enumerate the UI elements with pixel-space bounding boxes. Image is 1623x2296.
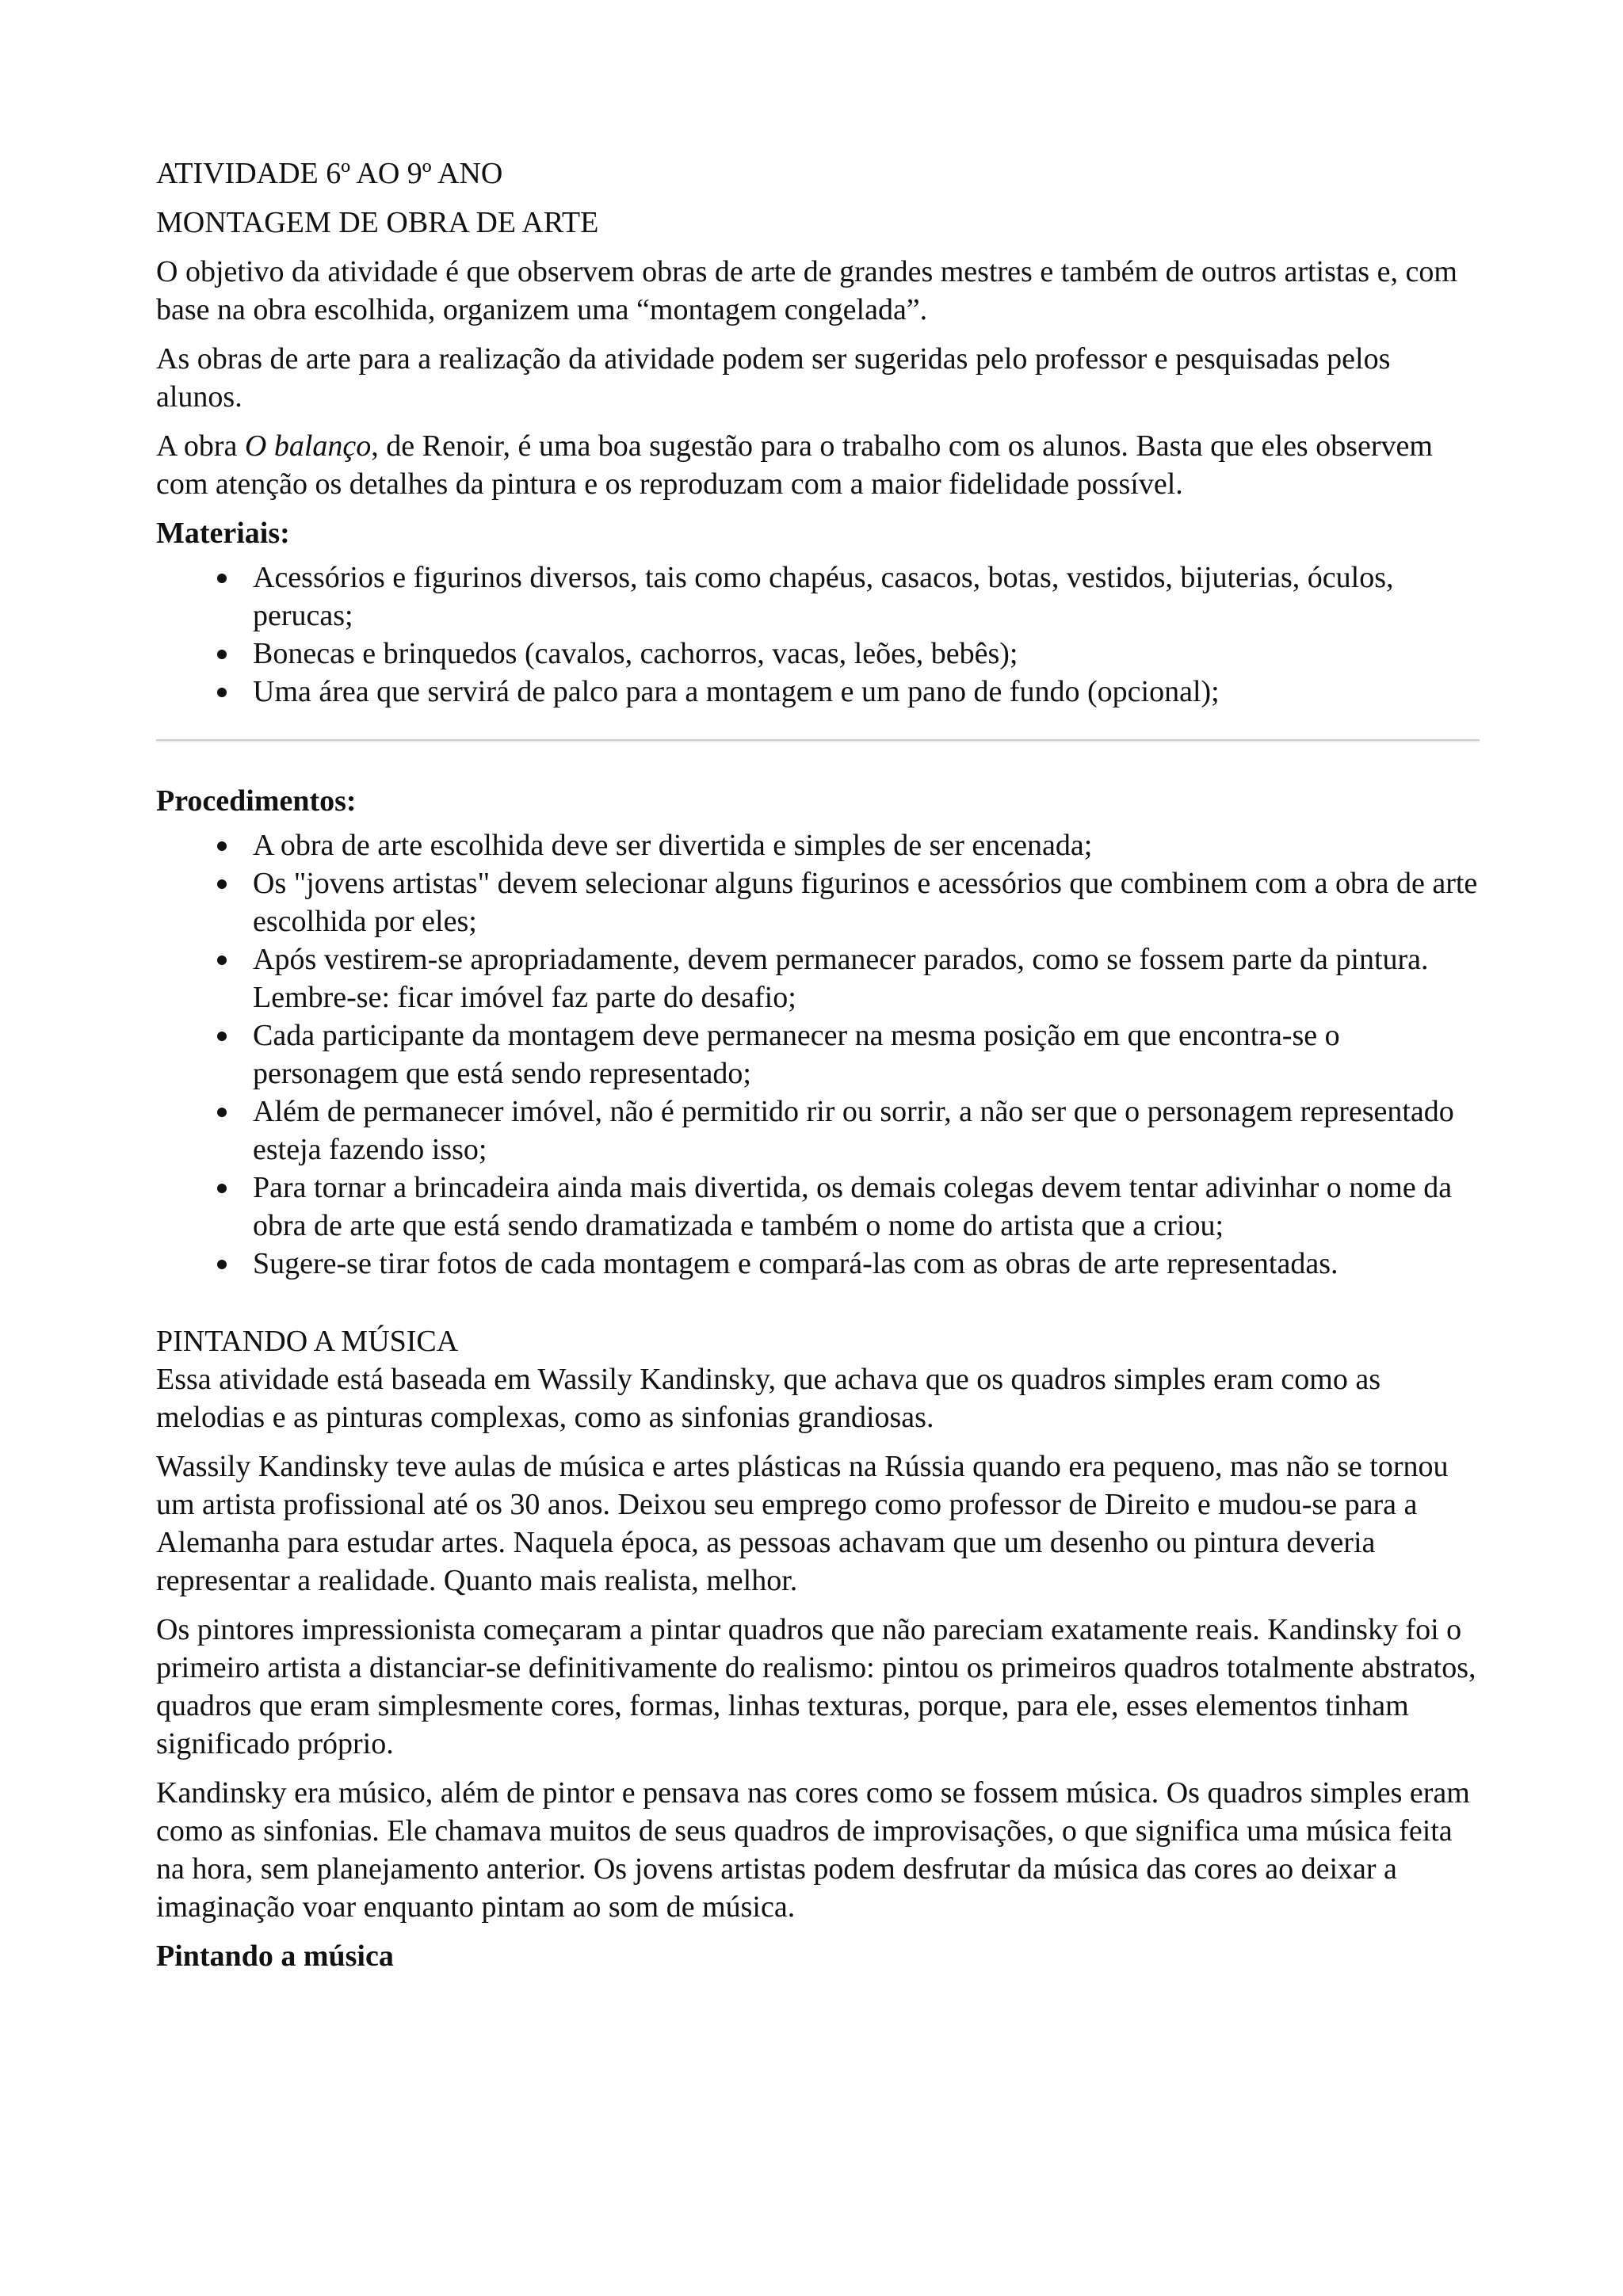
- paragraph-obras: As obras de arte para a realização da atividade podem ser sugeridas pelo professor e pesquisadas pelos alunos.: [156, 342, 1391, 414]
- pintando-heading: Pintando a música: [156, 1939, 394, 1973]
- paragraph-kandinsky-abstract: Os pintores impressionista começaram a pintar quadros que não pareciam exatamente reais. Kandinsky foi o primeiro artista a distanciar-se definitivamente do realismo: pintou os primeiros quadros totalmente abstratos, quadros que eram simplesmente cores, formas, linhas texturas, porque, para ele, esses elementos tinham significado próprio.: [156, 1613, 1476, 1760]
- activity-title: ATIVIDADE 6º AO 9º ANO: [156, 157, 503, 190]
- artwork-title: O balanço: [244, 429, 372, 463]
- list-item: Os "jovens artistas" devem selecionar alguns figurinos e acessórios que combinem com a obra de arte escolhida por eles;: [253, 864, 1480, 940]
- list-item: Sugere-se tirar fotos de cada montagem e compará-las com as obras de arte representadas.: [253, 1245, 1480, 1283]
- procedimentos-heading: Procedimentos:: [156, 784, 357, 818]
- list-item: A obra de arte escolhida deve ser divertida e simples de ser encenada;: [253, 826, 1480, 864]
- materiais-heading: Materiais:: [156, 517, 290, 550]
- list-item: Além de permanecer imóvel, não é permitido rir ou sorrir, a não ser que o personagem representado esteja fazendo isso;: [253, 1093, 1480, 1169]
- materiais-list: [156, 559, 1480, 711]
- list-item: Após vestirem-se apropriadamente, devem permanecer parados, como se fossem parte da pintura. Lembre-se: ficar imóvel faz parte do desafio;: [253, 940, 1480, 1016]
- section-title-montagem: MONTAGEM DE OBRA DE ARTE: [156, 206, 599, 239]
- list-item: Uma área que servirá de palco para a montagem e um pano de fundo (opcional);: [253, 673, 1480, 711]
- procedimentos-list: [156, 826, 1480, 1283]
- list-item: Para tornar a brincadeira ainda mais divertida, os demais colegas devem tentar adivinhar o nome da obra de arte que está sendo dramatizada e também o nome do artista que a criou;: [253, 1169, 1480, 1245]
- list-item: Bonecas e brinquedos (cavalos, cachorros, vacas, leões, bebês);: [253, 635, 1480, 673]
- paragraph-kandinsky-bio: Wassily Kandinsky teve aulas de música e artes plásticas na Rússia quando era pequeno, mas não se tornou um artista profissional até os 30 anos. Deixou seu emprego como professor de Direito e mudou-se para a Alemanha para estudar artes. Naquela época, as pessoas achavam que um desenho ou pintura deveria representar a realidade. Quanto mais realista, melhor.: [156, 1450, 1449, 1597]
- paragraph-kandinsky-intro: Essa atividade está baseada em Wassily Kandinsky, que achava que os quadros simples eram como as melodias e as pinturas complexas, como as sinfonias grandiosas.: [156, 1363, 1381, 1434]
- document-page: [156, 154, 1480, 1986]
- section-title-pintando: PINTANDO A MÚSICA: [156, 1325, 459, 1358]
- paragraph-renoir-end: , de Renoir, é uma boa sugestão para o trabalho com os alunos. Basta que eles observem com atenção os detalhes da pintura e os reproduzam com a maior fidelidade possível.: [156, 429, 1433, 501]
- list-item: Acessórios e figurinos diversos, tais como chapéus, casacos, botas, vestidos, bijuterias, óculos, perucas;: [253, 559, 1480, 635]
- paragraph-renoir: [156, 427, 1480, 503]
- list-item: Cada participante da montagem deve permanecer na mesma posição em que encontra-se o personagem que está sendo representado;: [253, 1016, 1480, 1093]
- paragraph-kandinsky-music: Kandinsky era músico, além de pintor e pensava nas cores como se fossem música. Os quadros simples eram como as sinfonias. Ele chamava muitos de seus quadros de improvisações, o que significa uma música feita na hora, sem planejamento anterior. Os jovens artistas podem desfrutar da música das cores ao deixar a imaginação voar enquanto pintam ao som de música.: [156, 1776, 1470, 1924]
- paragraph-objetivo: O objetivo da atividade é que observem obras de arte de grandes mestres e também de outros artistas e, com base na obra escolhida, organizem uma “montagem congelada”.: [156, 255, 1457, 326]
- paragraph-renoir-start: A obra: [156, 429, 245, 463]
